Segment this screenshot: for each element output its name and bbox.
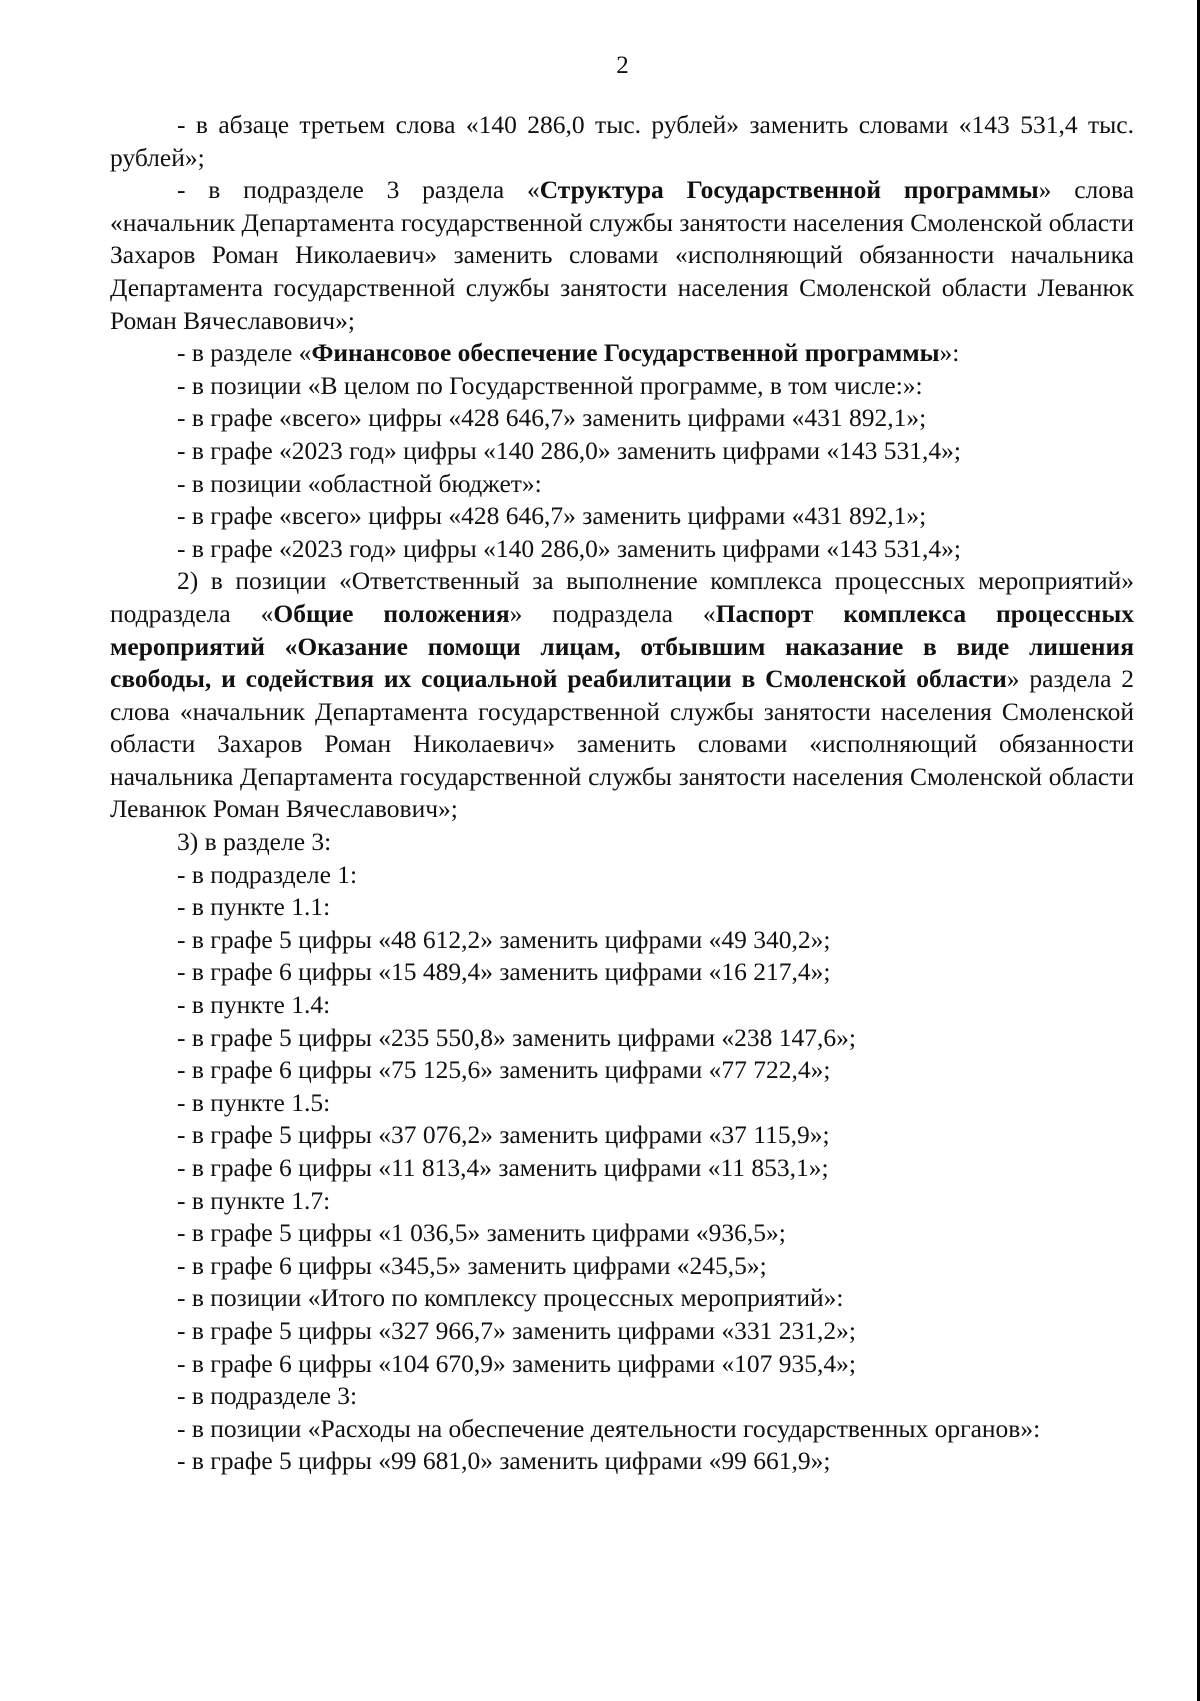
paragraph: - в графе 6 цифры «11 813,4» заменить цифрами «11 853,1»; bbox=[177, 1153, 829, 1182]
page-number: 2 bbox=[616, 52, 629, 79]
paragraph: - в графе «всего» цифры «428 646,7» заменить цифрами «431 892,1»; bbox=[177, 403, 927, 433]
paragraph: - в позиции «областной бюджет»: bbox=[177, 468, 542, 498]
text-segment: » раздела 2 слова «начальник Департамента государственной службы занятости населения Смоленской области Захаров Роман Николаевич» заменить словами «исполняющий обязанности начальника Департамента государственной службы занятости населения Смоленской области Леванюк Роман Вячеславович»; bbox=[110, 664, 1134, 824]
paragraph: - в графе «всего» цифры «428 646,7» заменить цифрами «431 892,1»; bbox=[177, 501, 927, 531]
paragraph bbox=[110, 337, 1134, 370]
paragraph: - в позиции «Расходы на обеспечение деятельности государственных органов»: bbox=[177, 1413, 1041, 1443]
paragraph: - в пункте 1.5: bbox=[177, 1087, 331, 1117]
paragraph: - в подразделе 3: bbox=[177, 1381, 358, 1411]
bold-fragment: Финансовое обеспечение Государственной программы bbox=[311, 338, 940, 368]
paragraph: - в графе 5 цифры «37 076,2» заменить цифрами «37 115,9»; bbox=[177, 1120, 830, 1150]
text-segment: 2) в позиции «Ответственный за выполнение комплекса процессных мероприятий» подраздела « bbox=[110, 566, 1134, 628]
paragraph: - в графе 5 цифры «235 550,8» заменить цифрами «238 147,6»; bbox=[177, 1022, 857, 1052]
paragraph: - в графе 5 цифры «99 681,0» заменить цифрами «99 661,9»; bbox=[177, 1446, 831, 1476]
document-body bbox=[110, 109, 1134, 1478]
paragraph: - в графе 6 цифры «345,5» заменить цифрами «245,5»; bbox=[177, 1250, 767, 1280]
paragraph: - в позиции «Итого по комплексу процессных мероприятий»: bbox=[177, 1283, 844, 1313]
paragraph: 3) в разделе 3: bbox=[177, 827, 332, 857]
paragraph: - в графе 5 цифры «1 036,5» заменить цифрами «936,5»; bbox=[177, 1218, 786, 1248]
paragraph: - в пункте 1.1: bbox=[177, 892, 331, 922]
paragraph: - в пункте 1.7: bbox=[177, 1185, 331, 1215]
paragraph: - в графе 5 цифры «48 612,2» заменить цифрами «49 340,2»; bbox=[177, 924, 831, 954]
paragraph: - в графе «2023 год» цифры «140 286,0» заменить цифрами «143 531,4»; bbox=[177, 533, 961, 563]
paragraph: - в графе «2023 год» цифры «140 286,0» заменить цифрами «143 531,4»; bbox=[177, 435, 961, 465]
bold-fragment: Структура Государственной программы bbox=[539, 175, 1039, 205]
paragraph: - в графе 6 цифры «104 670,9» заменить цифрами «107 935,4»; bbox=[177, 1348, 857, 1378]
paragraph: - в графе 6 цифры «15 489,4» заменить цифрами «16 217,4»; bbox=[177, 957, 831, 987]
text-segment: - в подразделе 3 раздела « bbox=[177, 175, 540, 205]
text-segment: » подраздела « bbox=[509, 598, 716, 628]
paragraph bbox=[110, 565, 1134, 826]
paragraph: - в подразделе 1: bbox=[177, 859, 358, 889]
paragraph bbox=[110, 174, 1134, 337]
bold-fragment: Общие положения bbox=[273, 598, 510, 628]
paragraph: - в графе 5 цифры «327 966,7» заменить цифрами «331 231,2»; bbox=[177, 1315, 857, 1345]
text-segment: » слова «начальник Департамента государственной службы занятости населения Смоленской области Захаров Роман Николаевич» заменить словами «исполняющий обязанности начальника Департамента государственной службы занятости населения Смоленской области Леванюк Роман Вячеславович»; bbox=[110, 175, 1135, 335]
text-segment: - в разделе « bbox=[177, 338, 312, 368]
paragraph: - в абзаце третьем слова «140 286,0 тыс. рублей» заменить словами «143 531,4 тыс. рублей»; bbox=[110, 110, 1134, 172]
text-segment: »: bbox=[939, 338, 960, 368]
paragraph: - в графе 6 цифры «75 125,6» заменить цифрами «77 722,4»; bbox=[177, 1055, 831, 1085]
bold-fragment: Паспорт комплекса процессных мероприятий «Оказание помощи лицам, отбывшим наказание в виде лишения свободы, и содействия их социальной реабилитации в Смоленской области bbox=[110, 598, 1134, 694]
paragraph: - в позиции «В целом по Государственной программе, в том числе:»: bbox=[177, 370, 923, 400]
paragraph: - в пункте 1.4: bbox=[177, 990, 331, 1020]
